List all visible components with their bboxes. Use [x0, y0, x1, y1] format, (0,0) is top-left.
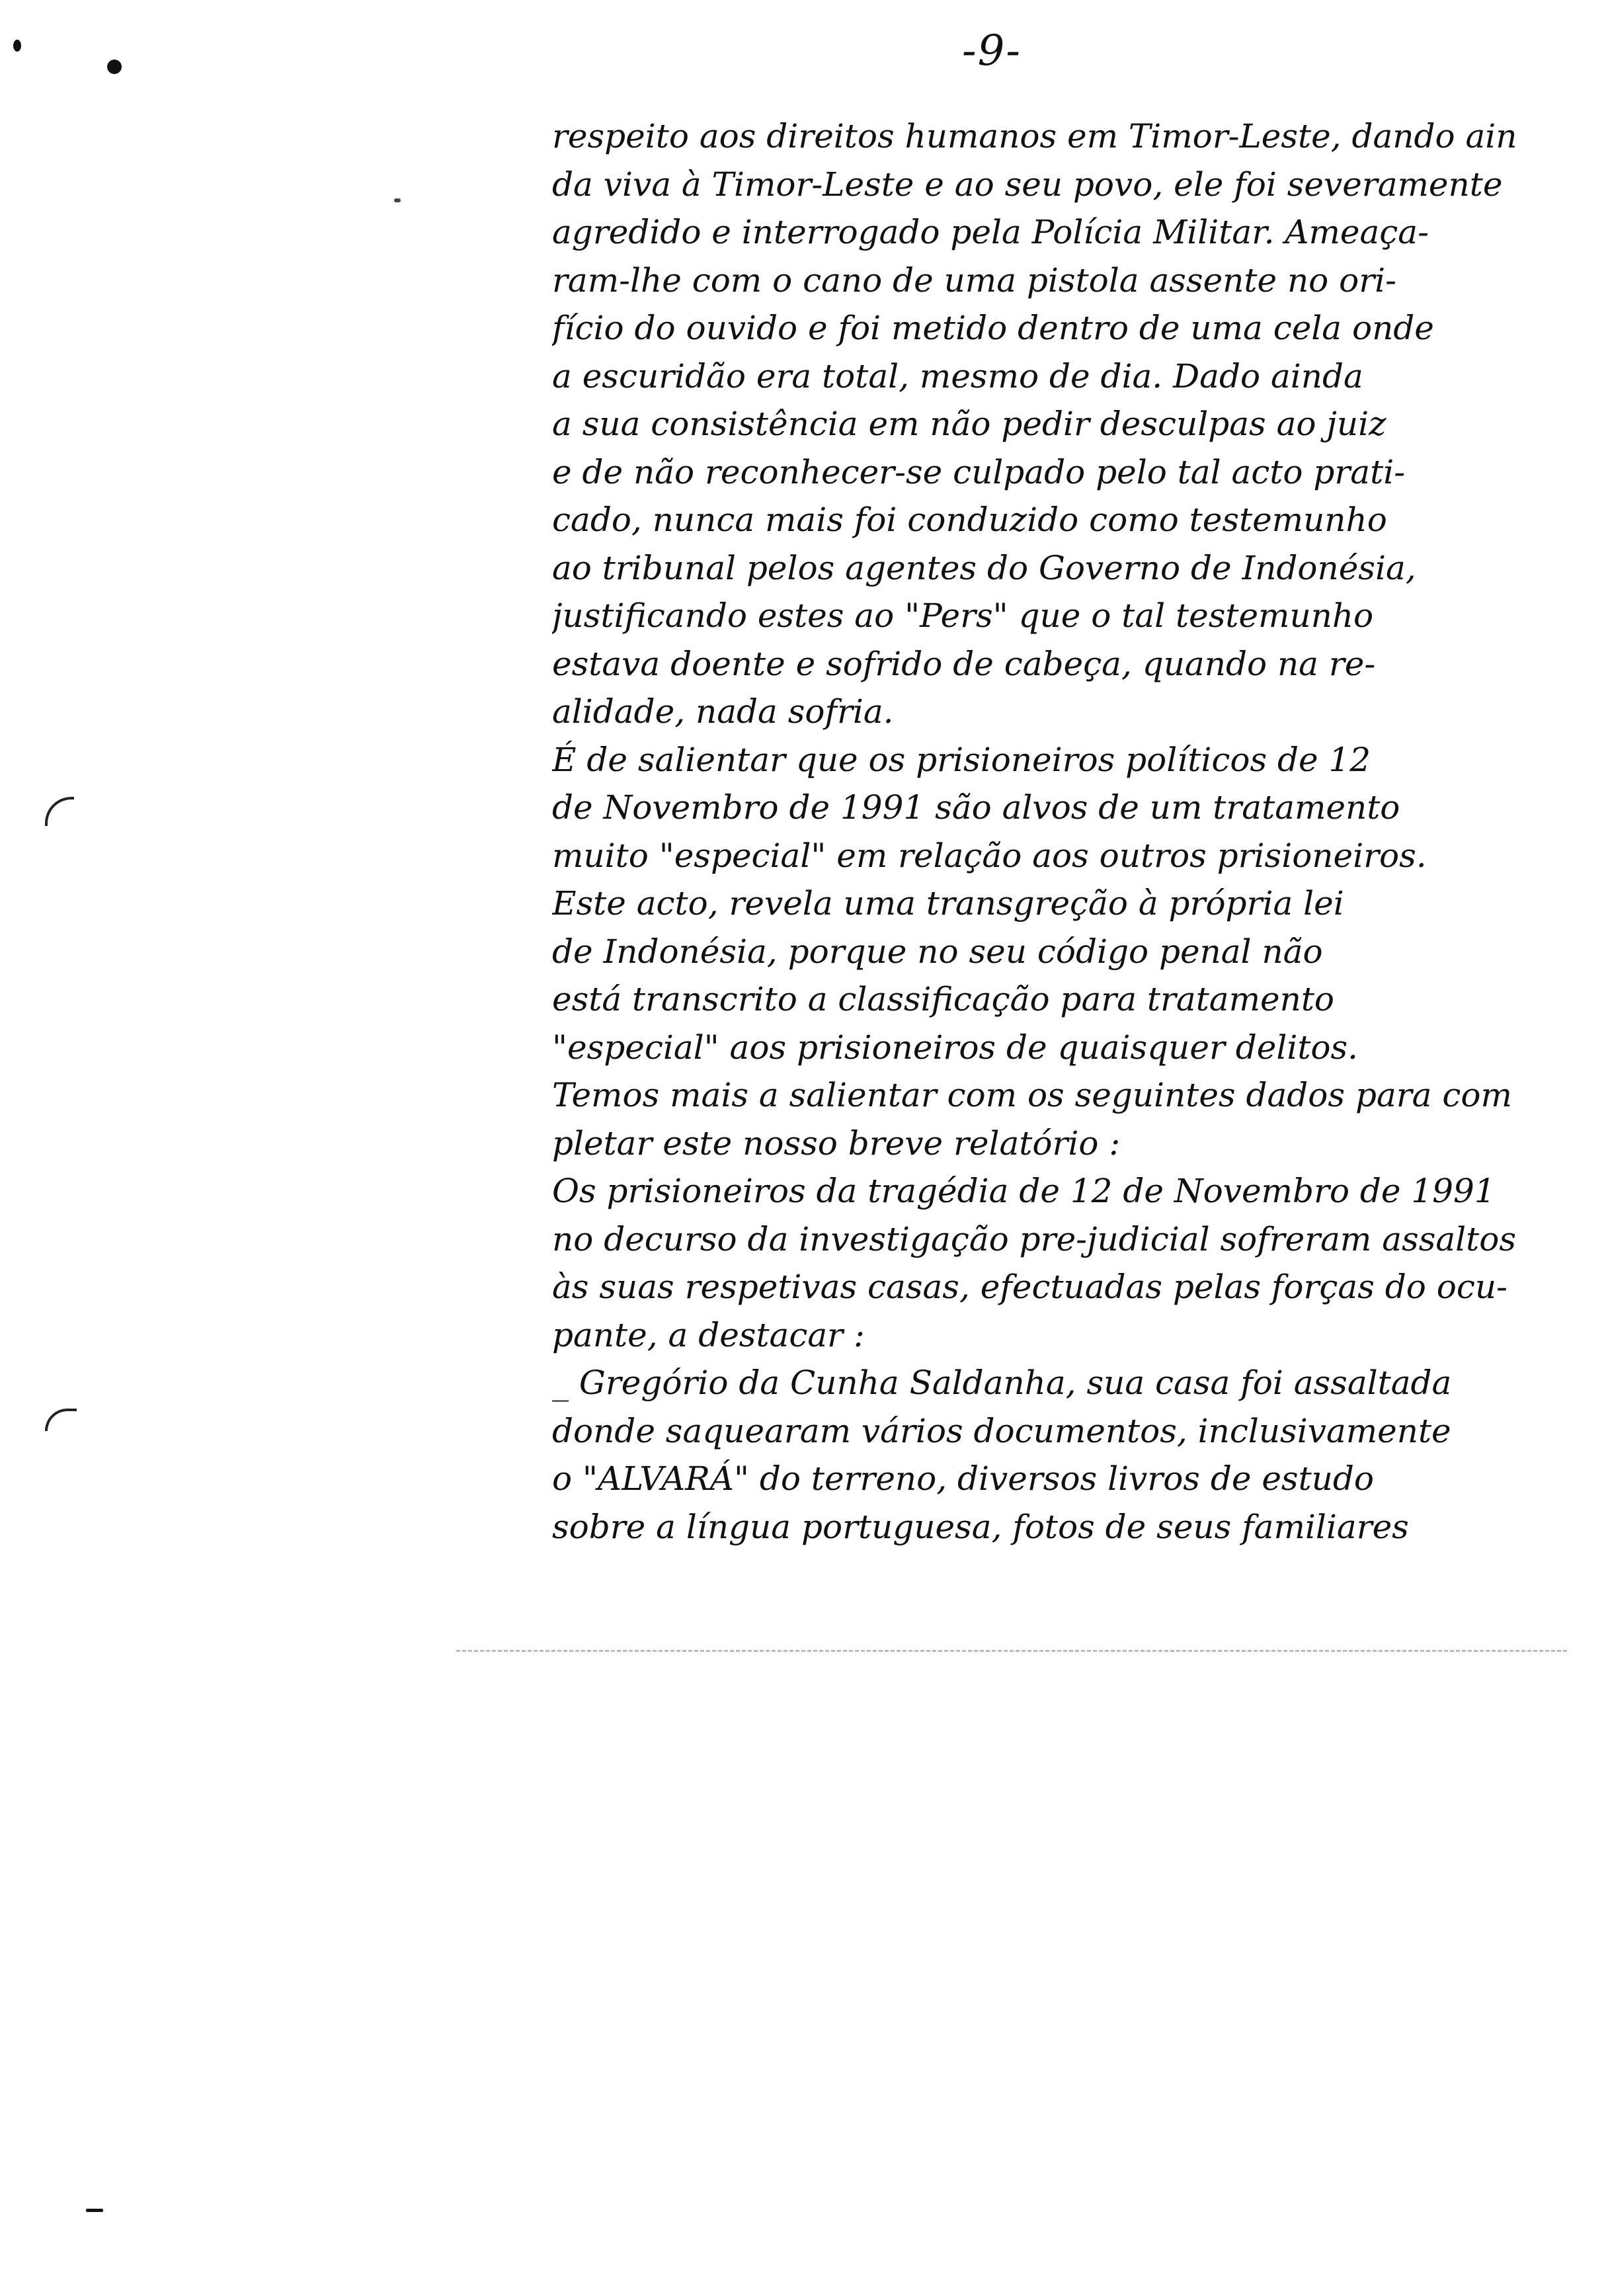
text-line: muito "especial" em relação aos outros prisioneiros.: [552, 836, 1427, 875]
handwritten-text: [552, 112, 1557, 1551]
ink-spot: [13, 40, 21, 52]
text-line: cado, nunca mais foi conduzido como testemunho: [552, 501, 1387, 539]
ink-spot: [394, 198, 401, 202]
text-line: "especial" aos prisioneiros de quaisquer delitos.: [552, 1028, 1359, 1067]
text-line: de Novembro de 1991 são alvos de um tratamento: [552, 788, 1400, 827]
text-line: agredido e interrogado pela Polícia Militar. Ameaça-: [552, 213, 1429, 251]
text-line: Este acto, revela uma transgreção à própria lei: [552, 884, 1344, 922]
text-line: pante, a destacar :: [552, 1315, 865, 1354]
text-line: o "ALVARÁ" do terreno, diversos livros de estudo: [552, 1459, 1374, 1498]
text-line: e de não reconhecer-se culpado pelo tal acto prati-: [552, 452, 1406, 491]
text-line: É de salientar que os prisioneiros políticos de 12: [552, 740, 1371, 779]
page-number: -9-: [962, 26, 1022, 75]
text-line: a escuridão era total, mesmo de dia. Dado ainda: [552, 356, 1363, 395]
text-line: está transcrito a classificação para tratamento: [552, 980, 1335, 1018]
ink-spot: [107, 60, 122, 74]
text-line: ram-lhe com o cano de uma pistola assente no ori-: [552, 261, 1397, 300]
scan-artifact-line: [456, 1650, 1567, 1652]
text-line: pletar este nosso breve relatório :: [552, 1124, 1121, 1163]
text-line: ao tribunal pelos agentes do Governo de Indonésia,: [552, 548, 1416, 587]
text-line: alidade, nada sofria.: [552, 692, 894, 731]
text-line: donde saquearam vários documentos, inclusivamente: [552, 1411, 1451, 1450]
hole-punch-mark: [45, 797, 74, 826]
text-line: _ Gregório da Cunha Saldanha, sua casa foi assaltada: [552, 1364, 1452, 1402]
text-line: a sua consistência em não pedir desculpas ao juiz: [552, 405, 1387, 443]
text-line: no decurso da investigação pre-judicial sofreram assaltos: [552, 1219, 1517, 1258]
ink-spot: [86, 2209, 103, 2212]
hole-punch-mark: [45, 1409, 77, 1431]
text-line: de Indonésia, porque no seu código penal não: [552, 932, 1323, 971]
text-line: justificando estes ao "Pers" que o tal testemunho: [552, 596, 1374, 635]
text-line: às suas respetivas casas, efectuadas pelas forças do ocu-: [552, 1268, 1508, 1306]
text-line: Temos mais a salientar com os seguintes dados para com: [552, 1076, 1512, 1114]
text-line: da viva à Timor-Leste e ao seu povo, ele foi severamente: [552, 165, 1503, 204]
text-line: sobre a língua portuguesa, fotos de seus familiares: [552, 1507, 1409, 1546]
text-line: estava doente e sofrido de cabeça, quando na re-: [552, 644, 1376, 683]
text-line: fício do ouvido e foi metido dentro de uma cela onde: [552, 309, 1434, 347]
text-line: respeito aos direitos humanos em Timor-Leste, dando ain: [552, 117, 1517, 155]
text-line: Os prisioneiros da tragédia de 12 de Novembro de 1991: [552, 1172, 1496, 1210]
